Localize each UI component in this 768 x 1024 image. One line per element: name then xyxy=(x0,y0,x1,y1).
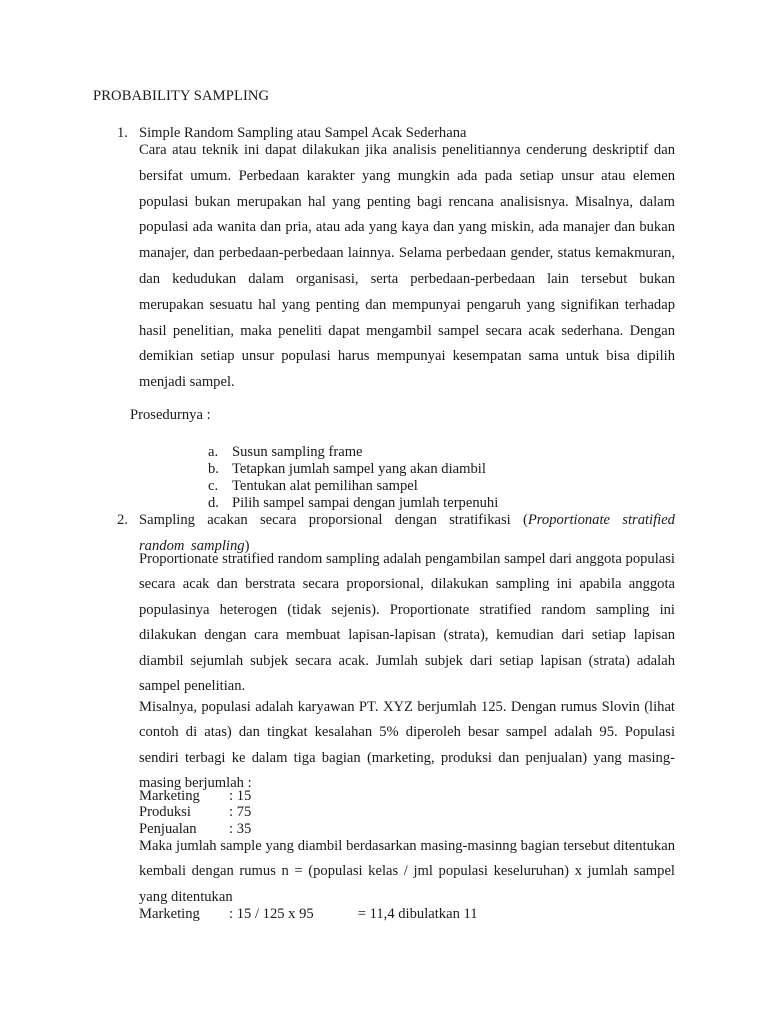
section-2-paragraph-2: Misalnya, populasi adalah karyawan PT. XYZ berjumlah 125. Dengan rumus Slovin (lihat contoh di atas) dan tingkat kesalahan 5% diperoleh besar sampel adalah 95. Populasi sendiri terbagi ke dalam tiga bagian (marketing, produksi dan penjualan) yang masing-masing berjumlah : xyxy=(139,699,675,792)
page-title: PROBABILITY SAMPLING xyxy=(93,88,270,104)
section-1-paragraph: Cara atau teknik ini dapat dilakukan jika analisis penelitiannya cenderung deskriptif dan bersifat umum. Perbedaan karakter yang mungkin ada pada setiap unsur atau elemen populasi bukan merupakan hal yang penting bagi rencana analisisnya. Misalnya, dalam populasi ada wanita dan pria, atau ada yang kaya dan yang miskin, ada manajer dan bukan manajer, dan perbedaan-perbedaan lainnya. Selama perbedaan gender, status kemakmuran, dan kedudukan dalam organisasi, serta perbedaan-perbedaan lain tersebut bukan merupakan sesuatu hal yang penting dan mempunyai pengaruh yang signifikan terhadap hasil penelitian, maka peneliti dapat mengambil sampel secara acak sederhana. Dengan demikian setiap unsur populasi harus mempunyai kesempatan sama untuk bisa dipilih menjadi sampel. xyxy=(139,142,675,391)
list-item: a. Susun sampling frame xyxy=(208,444,363,460)
list-item: d. Pilih sampel sampai dengan jumlah terpenuhi xyxy=(208,495,499,511)
section-2-paragraph-1: Proportionate stratified random sampling adalah pengambilan sampel dari anggota populasi secara acak dan berstrata secara proporsional, dilakukan sampling ini apabila anggota populasinya heterogen (tidak sejenis). Proportionate stratified random sampling ini dilakukan dengan cara membuat lapisan-lapisan (strata), kemudian dari setiap lapisan diambil sejumlah subjek secara acak. Jumlah subjek dari setiap lapisan (strata) adalah sampel penelitian. xyxy=(139,551,675,695)
list-item: c. Tentukan alat pemilihan sampel xyxy=(208,478,418,494)
section-1-heading: Simple Random Sampling atau Sampel Acak Sederhana xyxy=(139,125,467,141)
section-2-heading: Sampling acakan secara proporsional dengan stratifikasi (Proportionate stratified random sampling) xyxy=(139,512,675,554)
section-1-number: 1. xyxy=(117,125,128,141)
procedure-label: Prosedurnya : xyxy=(130,407,211,423)
count-row-marketing: Marketing : 15 xyxy=(139,788,252,804)
count-row-penjualan: Penjualan : 35 xyxy=(139,821,252,837)
section-2-paragraph-3: Maka jumlah sample yang diambil berdasarkan masing-masinng bagian tersebut ditentukan kembali dengan rumus n = (populasi kelas / jml populasi keseluruhan) x jumlah sampel yang ditentukan xyxy=(139,838,675,905)
count-row-produksi: Produksi : 75 xyxy=(139,804,252,820)
calc-row-marketing: Marketing : 15 / 125 x 95 = 11,4 dibulatkan 11 xyxy=(139,906,478,922)
list-item: b. Tetapkan jumlah sampel yang akan diambil xyxy=(208,461,486,477)
section-2-number: 2. xyxy=(117,512,128,528)
procedure-steps xyxy=(208,444,498,512)
